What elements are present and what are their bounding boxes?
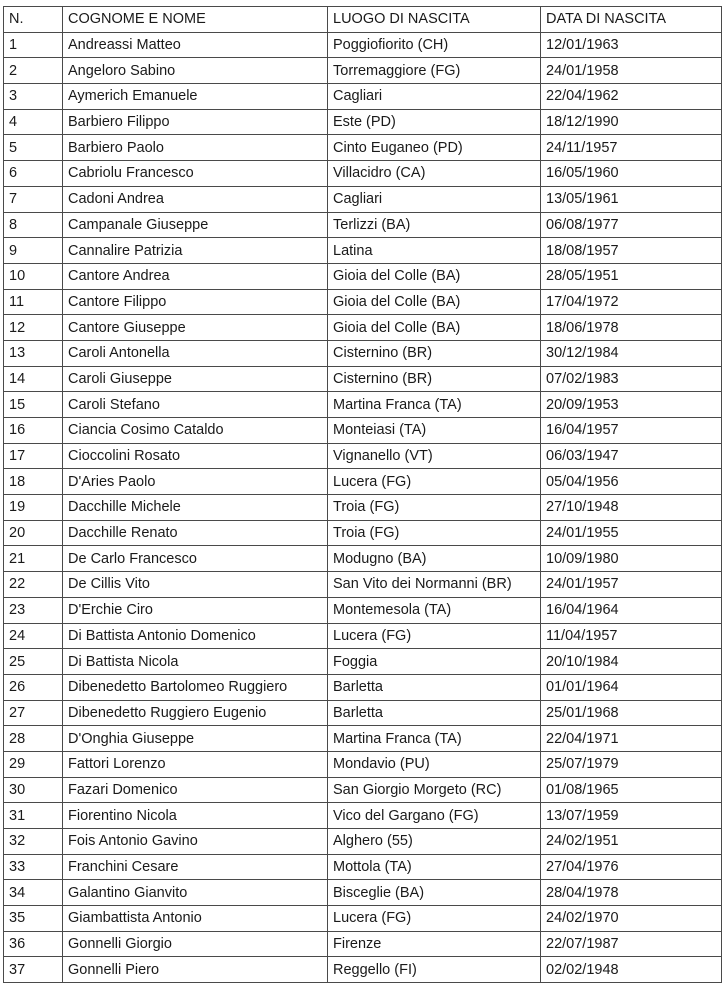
row-name: Ciancia Cosimo Cataldo	[63, 418, 328, 444]
row-name: Cantore Filippo	[63, 289, 328, 315]
table-row	[4, 700, 722, 726]
row-birthplace: Mondavio (PU)	[328, 751, 541, 777]
row-name: Gonnelli Giorgio	[63, 931, 328, 957]
row-birthdate: 24/11/1957	[541, 135, 722, 161]
table-row	[4, 495, 722, 521]
row-birthplace: Lucera (FG)	[328, 623, 541, 649]
table-body	[4, 32, 722, 982]
row-name: Cantore Giuseppe	[63, 315, 328, 341]
row-birthplace: Montemesola (TA)	[328, 597, 541, 623]
row-number: 3	[4, 84, 63, 110]
row-birthdate: 17/04/1972	[541, 289, 722, 315]
row-number: 16	[4, 418, 63, 444]
row-birthplace: Cagliari	[328, 186, 541, 212]
row-number: 20	[4, 520, 63, 546]
row-name: Di Battista Antonio Domenico	[63, 623, 328, 649]
row-name: Angeloro Sabino	[63, 58, 328, 84]
row-birthplace: Alghero (55)	[328, 829, 541, 855]
row-birthdate: 06/03/1947	[541, 443, 722, 469]
row-birthdate: 05/04/1956	[541, 469, 722, 495]
row-number: 31	[4, 803, 63, 829]
row-birthplace: Troia (FG)	[328, 495, 541, 521]
row-name: De Carlo Francesco	[63, 546, 328, 572]
row-name: Cioccolini Rosato	[63, 443, 328, 469]
table-row	[4, 340, 722, 366]
row-number: 29	[4, 751, 63, 777]
table-row	[4, 315, 722, 341]
header-birthplace: LUOGO DI NASCITA	[328, 7, 541, 33]
row-number: 2	[4, 58, 63, 84]
row-name: Caroli Stefano	[63, 392, 328, 418]
row-number: 21	[4, 546, 63, 572]
row-name: Aymerich Emanuele	[63, 84, 328, 110]
table-row	[4, 906, 722, 932]
row-number: 1	[4, 32, 63, 58]
row-birthplace: Cisternino (BR)	[328, 366, 541, 392]
table-row	[4, 597, 722, 623]
row-birthdate: 18/12/1990	[541, 109, 722, 135]
table-row	[4, 931, 722, 957]
table-row	[4, 84, 722, 110]
row-name: Cabriolu Francesco	[63, 161, 328, 187]
row-number: 33	[4, 854, 63, 880]
row-birthplace: Este (PD)	[328, 109, 541, 135]
row-number: 18	[4, 469, 63, 495]
table-row	[4, 829, 722, 855]
row-number: 4	[4, 109, 63, 135]
row-number: 30	[4, 777, 63, 803]
row-number: 14	[4, 366, 63, 392]
row-number: 36	[4, 931, 63, 957]
row-birthplace: San Giorgio Morgeto (RC)	[328, 777, 541, 803]
row-name: Barbiero Filippo	[63, 109, 328, 135]
row-number: 13	[4, 340, 63, 366]
row-birthdate: 01/01/1964	[541, 674, 722, 700]
table-row	[4, 649, 722, 675]
row-birthplace: Troia (FG)	[328, 520, 541, 546]
row-birthdate: 24/02/1970	[541, 906, 722, 932]
header-birthdate: DATA DI NASCITA	[541, 7, 722, 33]
row-birthplace: Monteiasi (TA)	[328, 418, 541, 444]
row-name: De Cillis Vito	[63, 572, 328, 598]
row-name: Dacchille Renato	[63, 520, 328, 546]
row-birthdate: 24/01/1958	[541, 58, 722, 84]
row-number: 37	[4, 957, 63, 983]
row-number: 5	[4, 135, 63, 161]
row-name: Cadoni Andrea	[63, 186, 328, 212]
row-number: 15	[4, 392, 63, 418]
row-birthdate: 20/10/1984	[541, 649, 722, 675]
row-birthdate: 10/09/1980	[541, 546, 722, 572]
row-name: Caroli Antonella	[63, 340, 328, 366]
row-birthplace: Martina Franca (TA)	[328, 392, 541, 418]
row-number: 25	[4, 649, 63, 675]
row-birthplace: Martina Franca (TA)	[328, 726, 541, 752]
row-number: 24	[4, 623, 63, 649]
row-birthdate: 25/01/1968	[541, 700, 722, 726]
table-row	[4, 289, 722, 315]
table-row	[4, 726, 722, 752]
row-birthdate: 24/02/1951	[541, 829, 722, 855]
table-row	[4, 674, 722, 700]
table-row	[4, 854, 722, 880]
row-number: 23	[4, 597, 63, 623]
row-birthdate: 13/07/1959	[541, 803, 722, 829]
row-number: 35	[4, 906, 63, 932]
table-row	[4, 957, 722, 983]
row-birthplace: Reggello (FI)	[328, 957, 541, 983]
row-name: Fattori Lorenzo	[63, 751, 328, 777]
header-row	[4, 7, 722, 33]
table-header	[4, 7, 722, 33]
row-name: Dibenedetto Bartolomeo Ruggiero	[63, 674, 328, 700]
table-row	[4, 212, 722, 238]
row-birthplace: Lucera (FG)	[328, 469, 541, 495]
row-name: Di Battista Nicola	[63, 649, 328, 675]
row-birthdate: 30/12/1984	[541, 340, 722, 366]
row-name: Fiorentino Nicola	[63, 803, 328, 829]
row-birthplace: Cagliari	[328, 84, 541, 110]
table-row	[4, 572, 722, 598]
row-birthdate: 06/08/1977	[541, 212, 722, 238]
table-row	[4, 520, 722, 546]
row-name: D'Aries Paolo	[63, 469, 328, 495]
row-name: Fois Antonio Gavino	[63, 829, 328, 855]
table-row	[4, 58, 722, 84]
row-number: 11	[4, 289, 63, 315]
row-birthdate: 16/04/1957	[541, 418, 722, 444]
table-row	[4, 623, 722, 649]
table-row	[4, 366, 722, 392]
row-birthdate: 27/10/1948	[541, 495, 722, 521]
row-birthplace: Gioia del Colle (BA)	[328, 315, 541, 341]
row-birthdate: 16/04/1964	[541, 597, 722, 623]
table-row	[4, 186, 722, 212]
row-birthplace: Cinto Euganeo (PD)	[328, 135, 541, 161]
row-birthplace: Lucera (FG)	[328, 906, 541, 932]
row-number: 26	[4, 674, 63, 700]
table-row	[4, 392, 722, 418]
row-name: Campanale Giuseppe	[63, 212, 328, 238]
row-name: Cannalire Patrizia	[63, 238, 328, 264]
row-name: Cantore Andrea	[63, 263, 328, 289]
table-row	[4, 469, 722, 495]
row-name: Dacchille Michele	[63, 495, 328, 521]
row-name: Galantino Gianvito	[63, 880, 328, 906]
row-name: Franchini Cesare	[63, 854, 328, 880]
row-birthdate: 18/06/1978	[541, 315, 722, 341]
row-number: 27	[4, 700, 63, 726]
row-birthdate: 13/05/1961	[541, 186, 722, 212]
table-row	[4, 32, 722, 58]
row-name: Gonnelli Piero	[63, 957, 328, 983]
row-birthplace: Barletta	[328, 700, 541, 726]
row-birthplace: Bisceglie (BA)	[328, 880, 541, 906]
row-number: 34	[4, 880, 63, 906]
row-number: 22	[4, 572, 63, 598]
table-row	[4, 803, 722, 829]
row-number: 6	[4, 161, 63, 187]
row-birthplace: Foggia	[328, 649, 541, 675]
table-row	[4, 418, 722, 444]
row-birthdate: 24/01/1957	[541, 572, 722, 598]
row-birthplace: Latina	[328, 238, 541, 264]
table-row	[4, 161, 722, 187]
row-birthplace: Gioia del Colle (BA)	[328, 263, 541, 289]
row-name: Fazari Domenico	[63, 777, 328, 803]
row-birthplace: Poggiofiorito (CH)	[328, 32, 541, 58]
roster-table	[3, 6, 722, 983]
row-birthdate: 11/04/1957	[541, 623, 722, 649]
table-row	[4, 777, 722, 803]
row-birthdate: 22/04/1962	[541, 84, 722, 110]
table-row	[4, 263, 722, 289]
row-birthdate: 12/01/1963	[541, 32, 722, 58]
row-birthdate: 24/01/1955	[541, 520, 722, 546]
row-birthdate: 27/04/1976	[541, 854, 722, 880]
table-row	[4, 238, 722, 264]
row-number: 32	[4, 829, 63, 855]
row-name: Andreassi Matteo	[63, 32, 328, 58]
row-birthplace: San Vito dei Normanni (BR)	[328, 572, 541, 598]
row-birthdate: 28/04/1978	[541, 880, 722, 906]
row-name: Giambattista Antonio	[63, 906, 328, 932]
row-birthplace: Cisternino (BR)	[328, 340, 541, 366]
row-birthplace: Vico del Gargano (FG)	[328, 803, 541, 829]
row-birthdate: 07/02/1983	[541, 366, 722, 392]
row-birthdate: 22/04/1971	[541, 726, 722, 752]
row-number: 28	[4, 726, 63, 752]
row-name: Caroli Giuseppe	[63, 366, 328, 392]
row-number: 7	[4, 186, 63, 212]
row-birthplace: Firenze	[328, 931, 541, 957]
row-birthplace: Modugno (BA)	[328, 546, 541, 572]
row-name: Dibenedetto Ruggiero Eugenio	[63, 700, 328, 726]
row-number: 12	[4, 315, 63, 341]
row-number: 8	[4, 212, 63, 238]
header-name: COGNOME E NOME	[63, 7, 328, 33]
header-number: N.	[4, 7, 63, 33]
row-birthdate: 25/07/1979	[541, 751, 722, 777]
row-birthplace: Torremaggiore (FG)	[328, 58, 541, 84]
row-number: 9	[4, 238, 63, 264]
row-birthplace: Gioia del Colle (BA)	[328, 289, 541, 315]
row-name: Barbiero Paolo	[63, 135, 328, 161]
row-birthplace: Vignanello (VT)	[328, 443, 541, 469]
row-birthplace: Mottola (TA)	[328, 854, 541, 880]
row-birthplace: Villacidro (CA)	[328, 161, 541, 187]
row-name: D'Onghia Giuseppe	[63, 726, 328, 752]
row-birthdate: 02/02/1948	[541, 957, 722, 983]
row-name: D'Erchie Ciro	[63, 597, 328, 623]
table-row	[4, 880, 722, 906]
table-row	[4, 751, 722, 777]
row-birthdate: 01/08/1965	[541, 777, 722, 803]
row-birthdate: 28/05/1951	[541, 263, 722, 289]
table-row	[4, 135, 722, 161]
row-birthdate: 22/07/1987	[541, 931, 722, 957]
table-row	[4, 443, 722, 469]
row-birthdate: 20/09/1953	[541, 392, 722, 418]
table-row	[4, 109, 722, 135]
row-birthdate: 16/05/1960	[541, 161, 722, 187]
row-birthplace: Barletta	[328, 674, 541, 700]
row-birthdate: 18/08/1957	[541, 238, 722, 264]
row-number: 19	[4, 495, 63, 521]
row-number: 17	[4, 443, 63, 469]
row-number: 10	[4, 263, 63, 289]
row-birthplace: Terlizzi (BA)	[328, 212, 541, 238]
table-row	[4, 546, 722, 572]
